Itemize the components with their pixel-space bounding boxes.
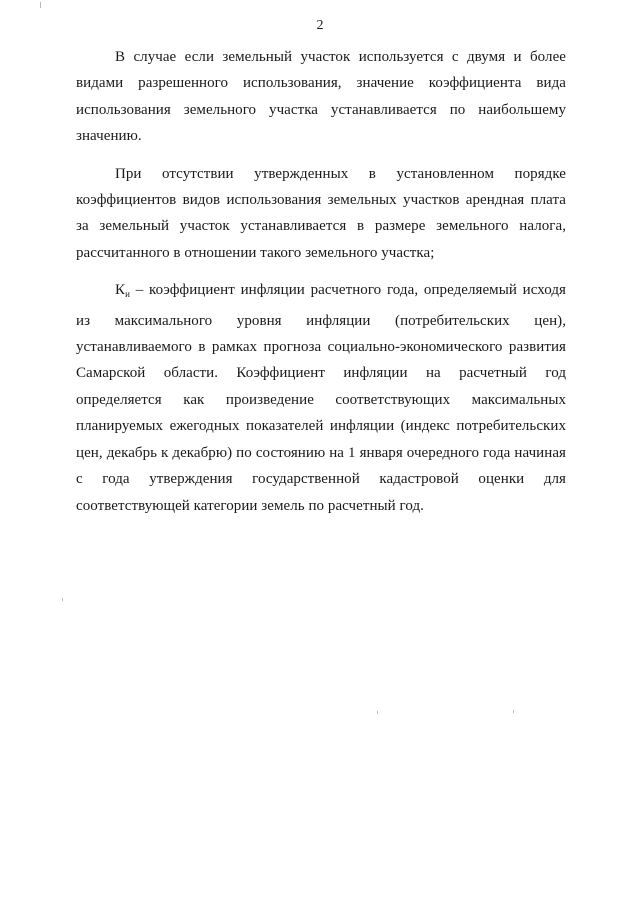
scan-speck: [62, 598, 63, 601]
page-number: 2: [316, 18, 324, 33]
paragraph-inflation-coefficient: [76, 277, 566, 519]
scan-speck: [40, 2, 41, 8]
inflation-coefficient-symbol: К: [115, 282, 126, 299]
document-body: [76, 44, 566, 530]
scan-speck: [513, 710, 514, 713]
paragraph-missing-coefficients: При отсутствии утвержденных в установленном порядке коэффициентов видов использования земельных участков арендная плата за земельный участок устанавливается в размере земельного налога, рассчитанного в отношении такого земельного участка;: [76, 165, 566, 261]
inflation-coefficient-definition: – коэффициент инфляции расчетного года, определяемый исходя из максимального уровня инфляции (потребительских цен), устанавливаемого в рамках прогноза социально-экономического развития Самарской области. Коэффициент инфляции на расчетный год определяется как произведение соответствующих максимальных планируемых ежегодных показателей инфляции (индекс потребительских цен, декабрь к декабрю) по состоянию на 1 января очередного года начиная с года утверждения государственной кадастровой оценки для соответствующей категории земель по расчетный год.: [76, 282, 566, 514]
scan-speck: [377, 711, 378, 714]
paragraph-multiple-use-coefficient: В случае если земельный участок используется с двумя и более видами разрешенного использования, значение коэффициента вида использования земельного участка устанавливается по наибольшему значению.: [76, 49, 566, 145]
inflation-coefficient-subscript: и: [125, 289, 130, 300]
